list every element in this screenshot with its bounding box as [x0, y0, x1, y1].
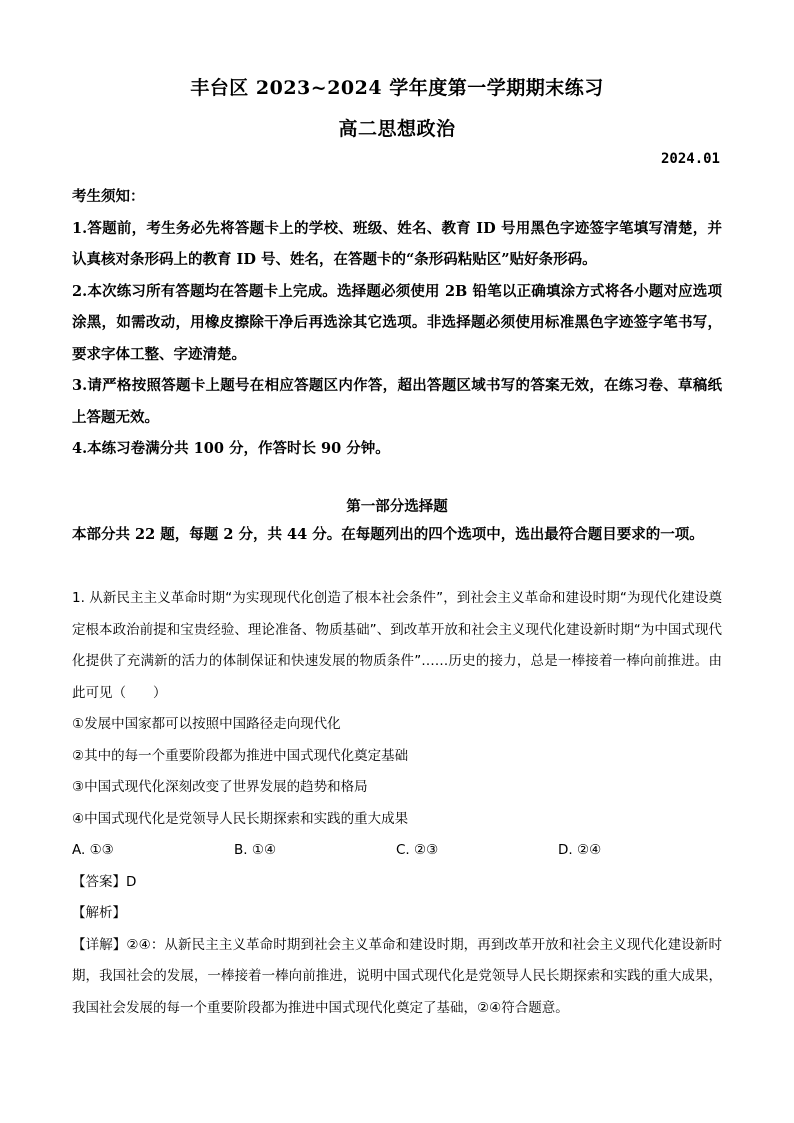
exam-title: 丰台区 2023~2024 学年度第一学期期末练习: [190, 77, 604, 99]
statement-4: ④中国式现代化是党领导人民长期探索和实践的重大成果: [72, 810, 409, 827]
option-b: B. ①④: [234, 842, 277, 858]
question-1: [72, 583, 722, 1024]
question-stem: 1. 从新民主主义革命时期“为实现现代化创造了根本社会条件”，到社会主义革命和建设时期“为现代化建设奠定根本政治前提和宝贵经验、理论准备、物质基础”、到改革开放和社会主义现代化建设新时期“为中国式现代化提供了充满新的活力的体制保证和快速发展的物质条件”……历史的接力，总是一棒接着一棒向前推进。由此可见（ ）: [72, 590, 722, 701]
notice-item: 4.本练习卷满分共 100 分，作答时长 90 分钟。: [72, 440, 390, 457]
statement-1: ①发展中国家都可以按照中国路径走向现代化: [72, 716, 341, 732]
option-d: D. ②④: [558, 842, 602, 858]
detail-tag: 【详解】: [72, 936, 127, 953]
candidate-notice: [72, 181, 722, 465]
detail-block: [72, 930, 722, 1025]
section-title: 第一部分选择题: [346, 498, 448, 515]
exam-subject: 高二思想政治: [338, 118, 456, 140]
analysis-tag: 【解析】: [72, 905, 126, 921]
exam-date: 2024.01: [660, 151, 720, 167]
answer-options: [72, 835, 722, 867]
section-intro: 本部分共 22 题，每题 2 分，共 44 分。在每题列出的四个选项中，选出最符合题目要求的一项。: [72, 526, 704, 543]
answer-tag: 【答案】: [72, 873, 126, 890]
option-c: C. ②③: [396, 842, 439, 858]
answer-line: [72, 867, 722, 899]
notice-item: 2.本次练习所有答题均在答题卡上完成。选择题必须使用 2B 铅笔以正确填涂方式将各小题对应选项涂黑，如需改动，用橡皮擦除干净后再选涂其它选项。非选择题必须使用标准黑色字迹签字笔书写，要求字体工整、字迹清楚。: [72, 282, 722, 363]
statement-3: ③中国式现代化深刻改变了世界发展的趋势和格局: [72, 779, 368, 795]
notice-item: 3.请严格按照答题卡上题号在相应答题区内作答，超出答题区域书写的答案无效，在练习卷、草稿纸上答题无效。: [72, 377, 722, 426]
notice-heading: 考生须知：: [72, 188, 145, 205]
notice-item: 1.答题前，考生务必先将答题卡上的学校、班级、姓名、教育 ID 号用黑色字迹签字笔填写清楚，并认真核对条形码上的教育 ID 号、姓名，在答题卡的“条形码粘贴区”贴好条形码。: [72, 219, 722, 268]
detail-text: ②④：从新民主主义革命时期到社会主义革命和建设时期，再到改革开放和社会主义现代化建设新时期，我国社会的发展，一棒接着一棒向前推进，说明中国式现代化是党领导人民长期探索和实践的重大成果，我国社会发展的每一个重要阶段都为推进中国式现代化奠定了基础，②④符合题意。: [72, 936, 723, 1016]
answer-value: D: [126, 873, 137, 890]
option-a: A. ①③: [72, 842, 114, 858]
statement-2: ②其中的每一个重要阶段都为推进中国式现代化奠定基础: [72, 747, 409, 764]
